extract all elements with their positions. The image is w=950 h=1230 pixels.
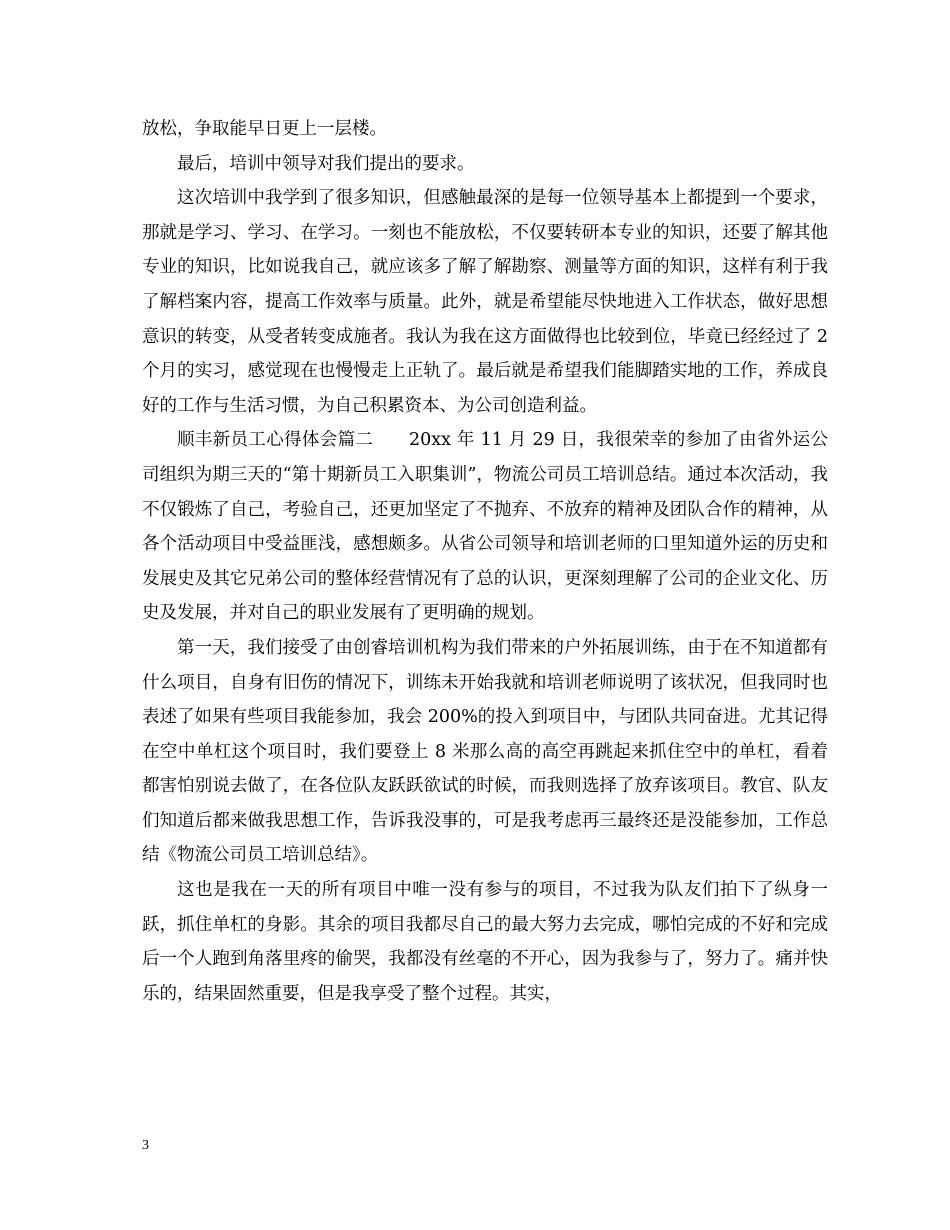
document-body [142, 112, 828, 1011]
paragraph: 第一天，我们接受了由创睿培训机构为我们带来的户外拓展训练，由于在不知道都有什么项目，自身有旧伤的情况下，训练未开始我就和培训老师说明了该状况，但我同时也表述了如果有些项目我能参加，我会 200%的投入到项目中，与团队共同奋进。尤其记得在空中单杠这个项目时，我们要登上 8 米那么高的高空再跳起来抓住空中的单杠，看着都害怕别说去做了，在各位队友跃跃欲试的时候，而我则选择了放弃该项目。教官、队友们知道后都来做我思想工作，告诉我没事的，可是我考虑再三最终还是没能参加，工作总结《物流公司员工培训总结》。 [142, 637, 828, 866]
paragraph: 这也是我在一天的所有项目中唯一没有参与的项目，不过我为队友们拍下了纵身一跃，抓住单杠的身影。其余的项目我都尽自己的最大努力去完成，哪怕完成的不好和完成后一个人跑到角落里疼的偷哭，我都没有丝毫的不开心，因为我参与了，努力了。痛并快乐的，结果固然重要，但是我享受了整个过程。其实， [142, 880, 828, 1004]
paragraph: 最后，培训中领导对我们提出的要求。 [177, 153, 475, 174]
paragraph: 放松，争取能早日更上一层楼。 [142, 119, 387, 139]
paragraph: 这次培训中我学到了很多知识，但感触最深的是每一位领导基本上都提到一个要求，那就是学习、学习、在学习。一刻也不能放松，不仅要转研本专业的知识，还要了解其他专业的知识，比如说我自己，就应该多了解了解勘察、测量等方面的知识，这样有利于我了解档案内容，提高工作效率与质量。此外，就是希望能尽快地进入工作状态，做好思想意识的转变，从受者转变成施者。我认为我在这方面做得也比较到位，毕竟已经经过了 2 个月的实习，感觉现在也慢慢走上正轨了。最后就是希望我们能脚踏实地的工作，养成良好的工作与生活习惯，为自己积累资本、为公司创造利益。 [142, 188, 828, 416]
paragraph: 顺丰新员工心得体会篇二 20xx 年 11 月 29 日，我很荣幸的参加了由省外运公司组织为期三天的“第十期新员工入职集训”，物流公司员工培训总结。通过本次活动，我不仅锻炼了自己，考验自己，还更加坚定了不抛弃、不放弃的精神及团队合作的精神，从各个活动项目中受益匪浅，感想颇多。从省公司领导和培训老师的口里知道外运的历史和发展史及其它兄弟公司的整体经营情况有了总的认识，更深刻理解了公司的企业文化、历史及发展，并对自己的职业发展有了更明确的规划。 [142, 430, 828, 624]
page-number: 3 [142, 1138, 149, 1153]
